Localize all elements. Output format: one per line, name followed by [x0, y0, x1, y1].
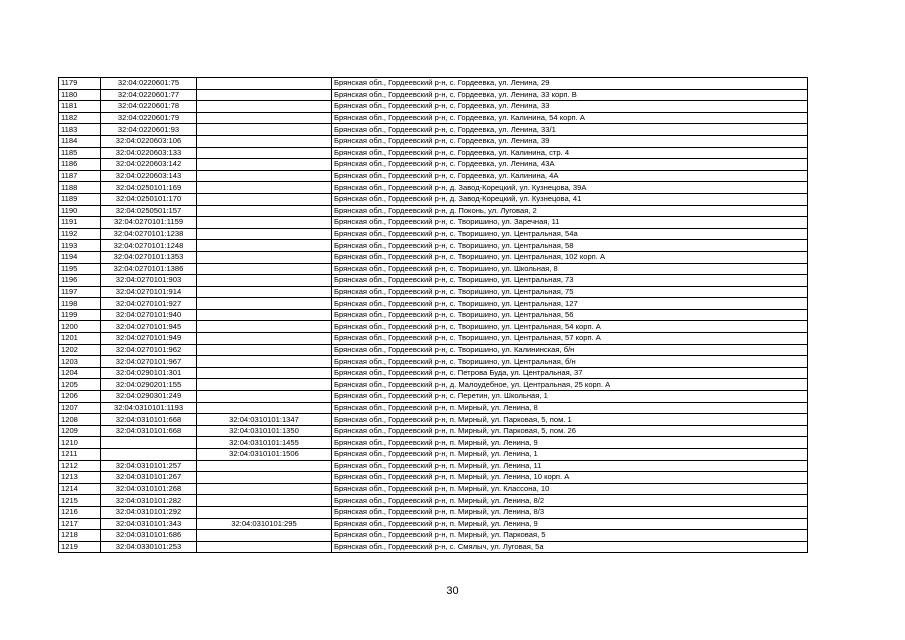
- address-cell: Брянская обл., Гордеевский р-н, п. Мирный, ул. Парковая, 5, пом. 26: [332, 425, 808, 437]
- address-cell: Брянская обл., Гордеевский р-н, с. Гордеевка, ул. Калинина, 4А: [332, 170, 808, 182]
- row-number-cell: 1198: [59, 298, 101, 310]
- cadastral-number-cell: 32:04:0250101:170: [101, 193, 197, 205]
- address-cell: Брянская обл., Гордеевский р-н, с. Творишино, ул. Центральная, 73: [332, 275, 808, 287]
- cadastral-number-cell: 32:04:0330101:253: [101, 541, 197, 553]
- row-number-cell: 1218: [59, 530, 101, 542]
- table-row: [59, 298, 808, 310]
- cadastral-number-cell: 32:04:0270101:903: [101, 275, 197, 287]
- parent-cadastral-number-cell: [197, 356, 332, 368]
- address-cell: Брянская обл., Гордеевский р-н, с. Перетин, ул. Школьная, 1: [332, 391, 808, 403]
- table-row: [59, 309, 808, 321]
- cadastral-number-cell: 32:04:0220603:133: [101, 147, 197, 159]
- table-row: [59, 530, 808, 542]
- table-row: [59, 518, 808, 530]
- cadastral-number-cell: 32:04:0270101:1386: [101, 263, 197, 275]
- address-cell: Брянская обл., Гордеевский р-н, с. Петрова Буда, ул. Центральная, 37: [332, 367, 808, 379]
- cadastral-number-cell: 32:04:0270101:1238: [101, 228, 197, 240]
- parent-cadastral-number-cell: 32:04:0310101:1506: [197, 449, 332, 461]
- cadastral-number-cell: 32:04:0310101:686: [101, 530, 197, 542]
- address-cell: Брянская обл., Гордеевский р-н, п. Мирный, ул. Ленина, 8: [332, 402, 808, 414]
- parent-cadastral-number-cell: 32:04:0310101:1350: [197, 425, 332, 437]
- cadastral-number-cell: 32:04:0220603:143: [101, 170, 197, 182]
- address-cell: Брянская обл., Гордеевский р-н, с. Творишино, ул. Школьная, 8: [332, 263, 808, 275]
- parent-cadastral-number-cell: 32:04:0310101:295: [197, 518, 332, 530]
- row-number-cell: 1200: [59, 321, 101, 333]
- row-number-cell: 1181: [59, 101, 101, 113]
- parent-cadastral-number-cell: [197, 124, 332, 136]
- registry-table: [58, 77, 808, 553]
- parent-cadastral-number-cell: [197, 530, 332, 542]
- cadastral-number-cell: 32:04:0270101:962: [101, 344, 197, 356]
- address-cell: Брянская обл., Гордеевский р-н, п. Мирный, ул. Ленина, 11: [332, 460, 808, 472]
- address-cell: Брянская обл., Гордеевский р-н, с. Творишино, ул. Калининская, б/н: [332, 344, 808, 356]
- parent-cadastral-number-cell: [197, 344, 332, 356]
- table-row: [59, 321, 808, 333]
- parent-cadastral-number-cell: [197, 170, 332, 182]
- parent-cadastral-number-cell: [197, 472, 332, 484]
- table-row: [59, 240, 808, 252]
- parent-cadastral-number-cell: 32:04:0310101:1455: [197, 437, 332, 449]
- cadastral-number-cell: 32:04:0270101:1159: [101, 217, 197, 229]
- table-row: [59, 263, 808, 275]
- row-number-cell: 1216: [59, 506, 101, 518]
- cadastral-number-cell: 32:04:0270101:927: [101, 298, 197, 310]
- table-row: [59, 402, 808, 414]
- parent-cadastral-number-cell: [197, 286, 332, 298]
- address-cell: Брянская обл., Гордеевский р-н, с. Творишино, ул. Центральная, 56: [332, 309, 808, 321]
- cadastral-number-cell: 32:04:0270101:940: [101, 309, 197, 321]
- row-number-cell: 1180: [59, 89, 101, 101]
- row-number-cell: 1193: [59, 240, 101, 252]
- parent-cadastral-number-cell: [197, 217, 332, 229]
- row-number-cell: 1210: [59, 437, 101, 449]
- row-number-cell: 1215: [59, 495, 101, 507]
- row-number-cell: 1202: [59, 344, 101, 356]
- cadastral-number-cell: 32:04:0270101:949: [101, 333, 197, 345]
- address-cell: Брянская обл., Гордеевский р-н, п. Мирный, ул. Классона, 10: [332, 483, 808, 495]
- table-row: [59, 89, 808, 101]
- table-row: [59, 356, 808, 368]
- table-row: [59, 367, 808, 379]
- cadastral-number-cell: 32:04:0310101:668: [101, 414, 197, 426]
- address-cell: Брянская обл., Гордеевский р-н, с. Гордеевка, ул. Ленина, 39: [332, 135, 808, 147]
- row-number-cell: 1199: [59, 309, 101, 321]
- cadastral-number-cell: 32:04:0220603:106: [101, 135, 197, 147]
- table-row: [59, 449, 808, 461]
- cadastral-number-cell: 32:04:0250501:157: [101, 205, 197, 217]
- parent-cadastral-number-cell: [197, 205, 332, 217]
- address-cell: Брянская обл., Гордеевский р-н, с. Гордеевка, ул. Калинина, 54 корп. А: [332, 112, 808, 124]
- parent-cadastral-number-cell: [197, 159, 332, 171]
- parent-cadastral-number-cell: [197, 541, 332, 553]
- parent-cadastral-number-cell: [197, 506, 332, 518]
- page-number: 30: [446, 585, 459, 597]
- parent-cadastral-number-cell: [197, 321, 332, 333]
- parent-cadastral-number-cell: [197, 135, 332, 147]
- table-row: [59, 228, 808, 240]
- cadastral-number-cell: 32:04:0270101:1353: [101, 251, 197, 263]
- parent-cadastral-number-cell: [197, 460, 332, 472]
- table-row: [59, 506, 808, 518]
- table-row: [59, 251, 808, 263]
- parent-cadastral-number-cell: [197, 251, 332, 263]
- address-cell: Брянская обл., Гордеевский р-н, д. Поконь, ул. Луговая, 2: [332, 205, 808, 217]
- address-cell: Брянская обл., Гордеевский р-н, с. Творишино, ул. Центральная, 54а: [332, 228, 808, 240]
- table-row: [59, 112, 808, 124]
- address-cell: Брянская обл., Гордеевский р-н, п. Мирный, ул. Ленина, 9: [332, 437, 808, 449]
- address-cell: Брянская обл., Гордеевский р-н, п. Мирный, ул. Ленина, 8/2: [332, 495, 808, 507]
- cadastral-number-cell: 32:04:0270101:967: [101, 356, 197, 368]
- parent-cadastral-number-cell: [197, 391, 332, 403]
- address-cell: Брянская обл., Гордеевский р-н, с. Творишино, ул. Центральная, 75: [332, 286, 808, 298]
- cadastral-number-cell: 32:04:0220603:142: [101, 159, 197, 171]
- parent-cadastral-number-cell: [197, 298, 332, 310]
- table-row: [59, 414, 808, 426]
- table-row: [59, 472, 808, 484]
- parent-cadastral-number-cell: [197, 182, 332, 194]
- table-row: [59, 483, 808, 495]
- row-number-cell: 1186: [59, 159, 101, 171]
- row-number-cell: 1194: [59, 251, 101, 263]
- table-row: [59, 333, 808, 345]
- address-cell: Брянская обл., Гордеевский р-н, п. Мирный, ул. Ленина, 1: [332, 449, 808, 461]
- cadastral-number-cell: 32:04:0220601:78: [101, 101, 197, 113]
- parent-cadastral-number-cell: [197, 275, 332, 287]
- address-cell: Брянская обл., Гордеевский р-н, п. Мирный, ул. Ленина, 8/3: [332, 506, 808, 518]
- row-number-cell: 1191: [59, 217, 101, 229]
- cadastral-number-cell: 32:04:0270101:1248: [101, 240, 197, 252]
- cadastral-number-cell: 32:04:0290201:155: [101, 379, 197, 391]
- cadastral-number-cell: 32:04:0310101:668: [101, 425, 197, 437]
- cadastral-number-cell: 32:04:0310101:282: [101, 495, 197, 507]
- address-cell: Брянская обл., Гордеевский р-н, с. Гордеевка, ул. Калинина, стр. 4: [332, 147, 808, 159]
- cadastral-number-cell: 32:04:0310101:1193: [101, 402, 197, 414]
- cadastral-number-cell: 32:04:0220601:93: [101, 124, 197, 136]
- parent-cadastral-number-cell: [197, 89, 332, 101]
- row-number-cell: 1183: [59, 124, 101, 136]
- parent-cadastral-number-cell: [197, 193, 332, 205]
- cadastral-number-cell: 32:04:0290301:249: [101, 391, 197, 403]
- table-row: [59, 182, 808, 194]
- parent-cadastral-number-cell: [197, 240, 332, 252]
- table-row: [59, 541, 808, 553]
- cadastral-number-cell: 32:04:0220601:75: [101, 78, 197, 90]
- address-cell: Брянская обл., Гордеевский р-н, с. Гордеевка, ул. Ленина, 43А: [332, 159, 808, 171]
- table-row: [59, 124, 808, 136]
- row-number-cell: 1206: [59, 391, 101, 403]
- table-row: [59, 391, 808, 403]
- parent-cadastral-number-cell: [197, 495, 332, 507]
- parent-cadastral-number-cell: [197, 402, 332, 414]
- table-row: [59, 205, 808, 217]
- address-cell: Брянская обл., Гордеевский р-н, с. Творишино, ул. Заречная, 11: [332, 217, 808, 229]
- parent-cadastral-number-cell: [197, 228, 332, 240]
- table-row: [59, 275, 808, 287]
- registry-table-body: [59, 78, 808, 553]
- row-number-cell: 1185: [59, 147, 101, 159]
- parent-cadastral-number-cell: [197, 333, 332, 345]
- address-cell: Брянская обл., Гордеевский р-н, с. Творишино, ул. Центральная, б/н: [332, 356, 808, 368]
- parent-cadastral-number-cell: [197, 78, 332, 90]
- address-cell: Брянская обл., Гордеевский р-н, с. Гордеевка, ул. Ленина, 33: [332, 101, 808, 113]
- cadastral-number-cell: 32:04:0220601:77: [101, 89, 197, 101]
- row-number-cell: 1179: [59, 78, 101, 90]
- parent-cadastral-number-cell: [197, 263, 332, 275]
- row-number-cell: 1211: [59, 449, 101, 461]
- row-number-cell: 1209: [59, 425, 101, 437]
- cadastral-number-cell: [101, 449, 197, 461]
- row-number-cell: 1219: [59, 541, 101, 553]
- cadastral-number-cell: 32:04:0310101:257: [101, 460, 197, 472]
- table-row: [59, 159, 808, 171]
- table-row: [59, 495, 808, 507]
- address-cell: Брянская обл., Гордеевский р-н, п. Мирный, ул. Ленина, 10 корп. А: [332, 472, 808, 484]
- row-number-cell: 1196: [59, 275, 101, 287]
- cadastral-number-cell: 32:04:0310101:343: [101, 518, 197, 530]
- row-number-cell: 1204: [59, 367, 101, 379]
- cadastral-number-cell: 32:04:0310101:268: [101, 483, 197, 495]
- table-row: [59, 217, 808, 229]
- cadastral-number-cell: 32:04:0290101:301: [101, 367, 197, 379]
- row-number-cell: 1208: [59, 414, 101, 426]
- address-cell: Брянская обл., Гордеевский р-н, с. Творишино, ул. Центральная, 127: [332, 298, 808, 310]
- row-number-cell: 1214: [59, 483, 101, 495]
- row-number-cell: 1187: [59, 170, 101, 182]
- table-row: [59, 147, 808, 159]
- row-number-cell: 1207: [59, 402, 101, 414]
- parent-cadastral-number-cell: [197, 379, 332, 391]
- address-cell: Брянская обл., Гордеевский р-н, с. Гордеевка, ул. Ленина, 33 корп. В: [332, 89, 808, 101]
- parent-cadastral-number-cell: [197, 101, 332, 113]
- row-number-cell: 1203: [59, 356, 101, 368]
- address-cell: Брянская обл., Гордеевский р-н, с. Смялыч, ул. Луговая, 5а: [332, 541, 808, 553]
- address-cell: Брянская обл., Гордеевский р-н, с. Творишино, ул. Центральная, 54 корп. А: [332, 321, 808, 333]
- row-number-cell: 1192: [59, 228, 101, 240]
- cadastral-number-cell: 32:04:0220601:79: [101, 112, 197, 124]
- address-cell: Брянская обл., Гордеевский р-н, п. Мирный, ул. Ленина, 9: [332, 518, 808, 530]
- address-cell: Брянская обл., Гордеевский р-н, с. Творишино, ул. Центральная, 57 корп. А: [332, 333, 808, 345]
- table-row: [59, 344, 808, 356]
- table-row: [59, 460, 808, 472]
- row-number-cell: 1201: [59, 333, 101, 345]
- row-number-cell: 1182: [59, 112, 101, 124]
- address-cell: Брянская обл., Гордеевский р-н, д. Малоудебное, ул. Центральная, 25 корп. А: [332, 379, 808, 391]
- parent-cadastral-number-cell: [197, 483, 332, 495]
- row-number-cell: 1189: [59, 193, 101, 205]
- table-row: [59, 193, 808, 205]
- table-row: [59, 170, 808, 182]
- address-cell: Брянская обл., Гордеевский р-н, с. Творишино, ул. Центральная, 58: [332, 240, 808, 252]
- table-row: [59, 286, 808, 298]
- row-number-cell: 1212: [59, 460, 101, 472]
- row-number-cell: 1213: [59, 472, 101, 484]
- table-row: [59, 425, 808, 437]
- address-cell: Брянская обл., Гордеевский р-н, с. Гордеевка, ул. Ленина, 33/1: [332, 124, 808, 136]
- row-number-cell: 1205: [59, 379, 101, 391]
- parent-cadastral-number-cell: [197, 147, 332, 159]
- table-row: [59, 78, 808, 90]
- parent-cadastral-number-cell: [197, 309, 332, 321]
- cadastral-number-cell: 32:04:0270101:945: [101, 321, 197, 333]
- cadastral-number-cell: 32:04:0270101:914: [101, 286, 197, 298]
- row-number-cell: 1217: [59, 518, 101, 530]
- table-row: [59, 101, 808, 113]
- row-number-cell: 1184: [59, 135, 101, 147]
- parent-cadastral-number-cell: [197, 112, 332, 124]
- address-cell: Брянская обл., Гордеевский р-н, п. Мирный, ул. Парковая, 5: [332, 530, 808, 542]
- cadastral-number-cell: [101, 437, 197, 449]
- address-cell: Брянская обл., Гордеевский р-н, д. Завод-Корецкий, ул. Кузнецова, 39А: [332, 182, 808, 194]
- row-number-cell: 1188: [59, 182, 101, 194]
- parent-cadastral-number-cell: [197, 367, 332, 379]
- row-number-cell: 1190: [59, 205, 101, 217]
- address-cell: Брянская обл., Гордеевский р-н, с. Гордеевка, ул. Ленина, 29: [332, 78, 808, 90]
- address-cell: Брянская обл., Гордеевский р-н, д. Завод-Корецкий, ул. Кузнецова, 41: [332, 193, 808, 205]
- cadastral-number-cell: 32:04:0310101:292: [101, 506, 197, 518]
- table-row: [59, 135, 808, 147]
- row-number-cell: 1195: [59, 263, 101, 275]
- address-cell: Брянская обл., Гордеевский р-н, п. Мирный, ул. Парковая, 5, пом. 1: [332, 414, 808, 426]
- row-number-cell: 1197: [59, 286, 101, 298]
- address-cell: Брянская обл., Гордеевский р-н, с. Творишино, ул. Центральная, 102 корп. А: [332, 251, 808, 263]
- cadastral-number-cell: 32:04:0310101:267: [101, 472, 197, 484]
- table-row: [59, 437, 808, 449]
- table-row: [59, 379, 808, 391]
- parent-cadastral-number-cell: 32:04:0310101:1347: [197, 414, 332, 426]
- cadastral-number-cell: 32:04:0250101:169: [101, 182, 197, 194]
